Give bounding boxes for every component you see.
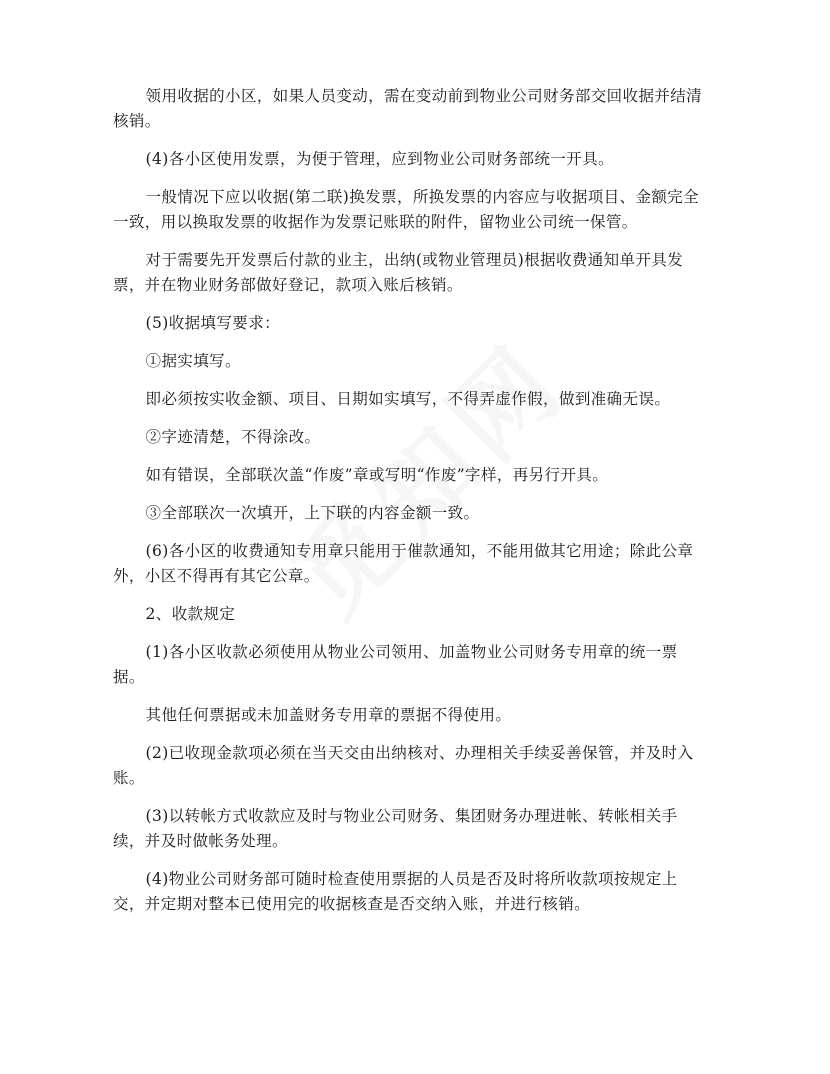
paragraph: ③全部联次一次填开，上下联的内容金额一致。 <box>145 504 480 522</box>
paragraph: (4)各小区使用发票，为便于管理，应到物业公司财务部统一开具。 <box>145 150 614 168</box>
paragraph: 对于需要先开发票后付款的业主，出纳(或物业管理员)根据收费通知单开具发票，并在物业财务部做好登记，款项入账后核销。 <box>113 251 684 294</box>
paragraph: (4)物业公司财务部可随时检查使用票据的人员是否及时将所收款项按规定上交，并定期对整本已使用完的收据核查是否交纳入账，并进行核销。 <box>113 870 678 913</box>
paragraph: (5)收据填写要求： <box>145 314 281 332</box>
paragraph: (6)各小区的收费通知专用章只能用于催款通知，不能用做其它用途；除此公章外，小区不得再有其它公章。 <box>113 542 694 585</box>
paragraph: 一般情况下应以收据(第二联)换发票，所换发票的内容应与收据项目、金额完全一致，用以换取发票的收据作为发票记账联的附件，留物业公司统一保管。 <box>113 188 700 231</box>
paragraph: ②字迹清楚，不得涂改。 <box>145 428 321 446</box>
paragraph: 领用收据的小区，如果人员变动，需在变动前到物业公司财务部交回收据并结清核销。 <box>113 87 703 130</box>
document-body <box>113 84 705 930</box>
section-heading: 2、收款规定 <box>145 605 236 623</box>
paragraph: 如有错误，全部联次盖“作废”章或写明“作废”字样，再另行开具。 <box>145 466 609 484</box>
paragraph: ①据实填写。 <box>145 352 241 370</box>
paragraph: (3)以转帐方式收款应及时与物业公司财务、集团财务办理进帐、转帐相关手续，并及时做帐务处理。 <box>113 807 678 850</box>
paragraph: (1)各小区收款必须使用从物业公司领用、加盖物业公司财务专用章的统一票据。 <box>113 643 678 686</box>
paragraph: (2)已收现金款项必须在当天交由出纳核对、办理相关手续妥善保管，并及时入账。 <box>113 744 694 787</box>
paragraph: 其他任何票据或未加盖财务专用章的票据不得使用。 <box>145 706 512 724</box>
paragraph: 即必须按实收金额、项目、日期如实填写，不得弄虚作假，做到准确无误。 <box>145 390 671 408</box>
